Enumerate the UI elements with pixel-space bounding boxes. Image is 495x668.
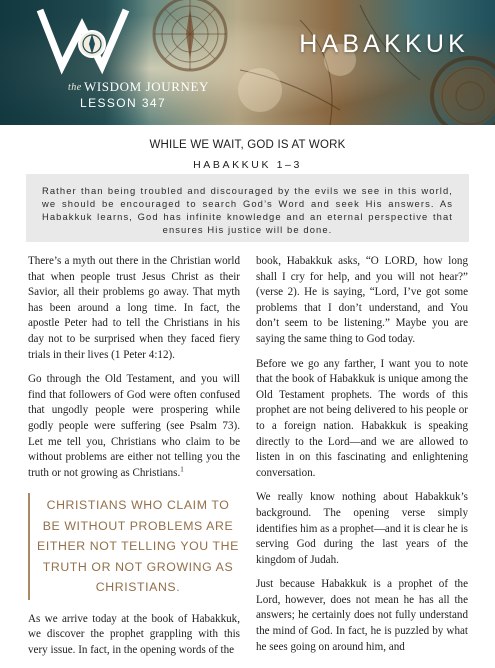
body-paragraph: Go through the Old Testament, and you will find that followers of God were often confused that ungodly people were prospering while godly people were suffering (see Psalm 73). Let me tell you, Christians who claim to be without problems are either not telling you the truth or not growing as Christians.$^1$ bbox=[28, 373, 240, 479]
lesson-summary bbox=[26, 174, 469, 242]
right-column bbox=[256, 254, 468, 664]
wisdom-journey-logo-icon bbox=[36, 4, 132, 76]
body-paragraph: There’s a myth out there in the Christian world that when people trust Jesus Christ as their Savior, all their problems go away. That myth has been around a long time. In fact, the apostle Peter had to tell the Christians in his day not to be surprised when they faced fiery trials in their lives (1 Peter 4:12). bbox=[28, 255, 240, 361]
header-banner bbox=[0, 0, 495, 125]
body-paragraph: book, Habakkuk asks, “O LORD, how long shall I cry for help, and you will not hear?” (verse 2). He is saying, “Lord, I’ve got some problems that I don’t understand, and You don’t seem to be listening.” Maybe you are saying the same thing to God today. bbox=[256, 255, 468, 345]
brand-block bbox=[0, 0, 210, 125]
scripture-reference: HABAKKUK 1–3 bbox=[193, 159, 302, 171]
pull-quote: CHRISTIANS WHO CLAIM TO BE WITHOUT PROBLEMS ARE EITHER NOT TELLING YOU THE TRUTH OR NOT GROWING AS CHRISTIANS. bbox=[28, 493, 240, 600]
body-paragraph: Just because Habakkuk is a prophet of the Lord, however, does not mean he has all the answers; he certainly does not fully understand the mind of God. In fact, he is puzzled by what he sees going on around him, and bbox=[256, 578, 468, 653]
summary-text: Rather than being troubled and discouraged by the evils we see in this world, we should be encouraged to search God’s Word and seek His answers. As Habakkuk learns, God has infinite knowledge and an eternal perspective that ensures His justice will be done. bbox=[42, 185, 453, 235]
book-title: HABAKKUK bbox=[299, 30, 469, 58]
footnote-marker: 1 bbox=[180, 465, 184, 474]
lesson-number: LESSON 347 bbox=[80, 96, 167, 110]
lesson-title: WHILE WE WAIT, GOD IS AT WORK bbox=[149, 139, 346, 151]
left-column bbox=[28, 254, 240, 668]
brand-the-label: the bbox=[68, 82, 82, 93]
body-paragraph: We really know nothing about Habakkuk’s background. The opening verse simply identifies him as a prophet—and it is clear he is serving God during the last years of the kingdom of Judah. bbox=[256, 491, 468, 566]
body-paragraph: Before we go any farther, I want you to note that the book of Habakkuk is unique among the Old Testament prophets. The words of this prophet are not being delivered to his people or to a foreign nation. Habakkuk is speaking directly to the Lord—and we are allowed to listen in on this fascinating and enlightening conversation. bbox=[256, 357, 468, 479]
brand-name: WISDOM JOURNEY bbox=[84, 79, 210, 94]
body-paragraph: As we arrive today at the book of Habakkuk, we discover the prophet grappling with this very issue. In fact, in the opening words of the bbox=[28, 612, 240, 656]
